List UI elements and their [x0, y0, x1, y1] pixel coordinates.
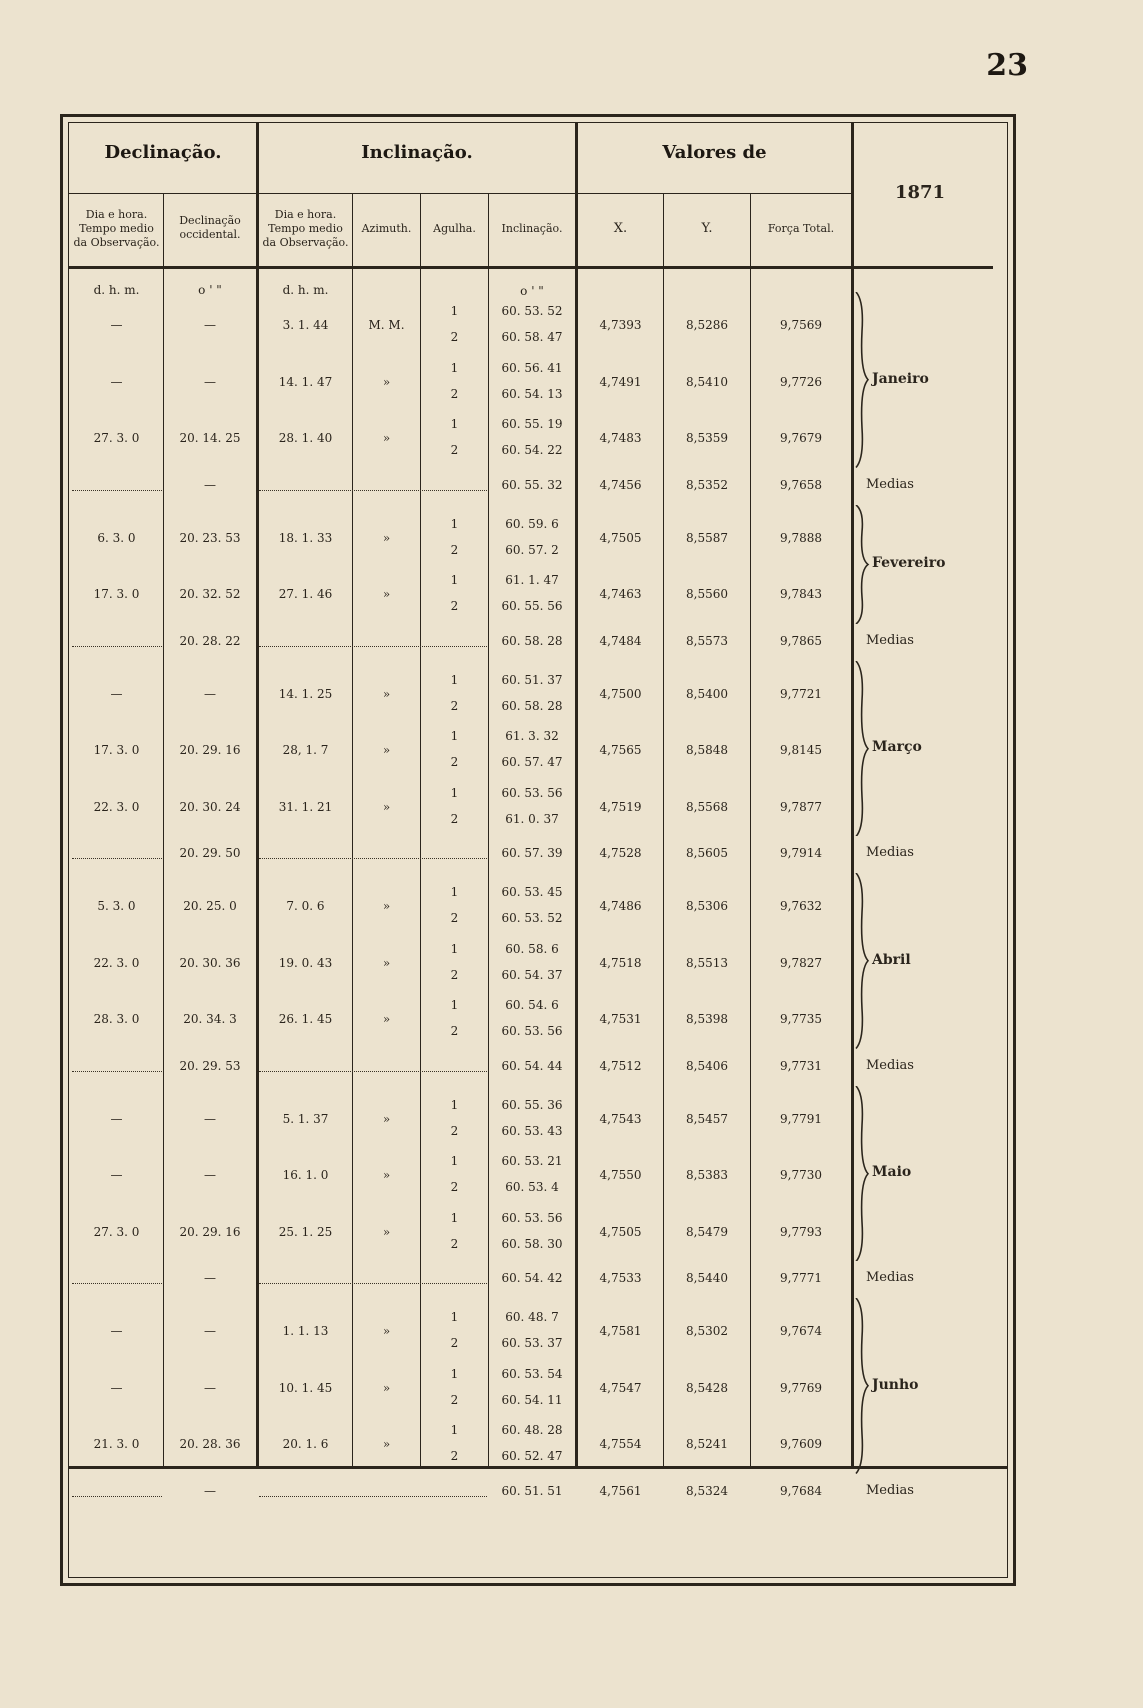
needle-cell: 1: [450, 1097, 459, 1112]
mean-total-force: 9,7865: [780, 633, 822, 648]
mean-x: 4,7512: [599, 1058, 642, 1073]
needle-cell: 1: [450, 1423, 459, 1437]
needle-cell: 1: [450, 785, 459, 800]
decl-time-cell: 5. 3. 0: [97, 899, 136, 913]
dotted-leader: [259, 1496, 487, 1497]
incl-time-cell: 20. 1. 6: [282, 1437, 329, 1451]
incl-time-cell: 5. 1. 37: [282, 1111, 329, 1126]
mean-x: 4,7533: [599, 1271, 642, 1285]
inclination-cell: 60. 58. 47: [501, 330, 563, 344]
decl-value-cell: 20. 34. 3: [183, 1012, 237, 1026]
decl-value-cell: —: [204, 686, 216, 701]
total-force-cell: 9,7721: [780, 686, 822, 701]
needle-cell: 2: [450, 443, 459, 457]
x-value-cell: 4,7500: [599, 686, 642, 701]
month-label: Junho: [872, 1376, 919, 1393]
dotted-leader: [72, 1283, 162, 1284]
needle-cell: 2: [450, 330, 459, 344]
needle-cell: 2: [450, 1392, 459, 1407]
azimuth-cell: »: [382, 587, 391, 601]
y-value-cell: 8,5383: [686, 1168, 728, 1182]
y-value-cell: 8,5457: [686, 1111, 728, 1126]
x-value-cell: 4,7518: [599, 955, 642, 970]
incl-time-cell: 1. 1. 13: [282, 1324, 329, 1338]
medias-label: Medias: [866, 632, 914, 648]
mean-inclination: 60. 55. 32: [501, 477, 563, 492]
needle-cell: 1: [450, 1366, 459, 1381]
azimuth-cell: »: [382, 1224, 391, 1239]
col-head-incl-time: [259, 208, 352, 250]
dotted-leader: [259, 1071, 487, 1072]
units-inclinacao: o ' ": [520, 284, 544, 298]
inclination-cell: 61. 3. 32: [505, 729, 559, 743]
needle-cell: 1: [450, 1310, 459, 1324]
mean-decl-value: —: [204, 1271, 216, 1285]
mean-y: 8,5352: [686, 477, 728, 492]
x-value-cell: 4,7581: [599, 1324, 642, 1338]
incl-time-cell: 10. 1. 45: [278, 1380, 333, 1395]
month-label: Maio: [872, 1164, 912, 1181]
decl-time-cell: —: [110, 686, 123, 701]
dotted-leader: [72, 646, 162, 647]
inclination-cell: 60. 53. 37: [501, 1336, 563, 1350]
col-line: [420, 193, 421, 1466]
decl-value-cell: 20. 28. 36: [179, 1437, 241, 1451]
needle-cell: 1: [450, 417, 459, 431]
inclination-cell: 60. 54. 13: [501, 386, 563, 401]
total-force-cell: 9,7791: [780, 1111, 822, 1126]
inclination-cell: 60. 53. 54: [501, 1366, 563, 1381]
decl-time-cell: 28. 3. 0: [93, 1012, 140, 1026]
decl-time-cell: —: [110, 1168, 123, 1182]
needle-cell: 1: [450, 1154, 459, 1168]
col-head-agulha: Agulha.: [433, 222, 476, 235]
decl-value-cell: 20. 30. 36: [179, 955, 241, 970]
inclination-cell: 60. 55. 56: [501, 599, 563, 613]
mean-y: 8,5406: [686, 1058, 728, 1073]
azimuth-cell: »: [382, 1437, 391, 1451]
needle-cell: 2: [450, 698, 459, 713]
incl-time-cell: 27. 1. 46: [278, 587, 333, 601]
col-head-text: Dia e hora. Tempo medio da Observação.: [73, 208, 160, 249]
y-value-cell: 8,5306: [686, 899, 728, 913]
mean-x: 4,7484: [599, 633, 642, 648]
azimuth-cell: M. M.: [368, 318, 405, 332]
needle-cell: 1: [450, 360, 459, 375]
decl-value-cell: 20. 30. 24: [179, 799, 241, 814]
group-declinacao: Declinação.: [104, 142, 222, 163]
decl-time-cell: 27. 3. 0: [93, 431, 140, 445]
incl-time-cell: 28, 1. 7: [282, 743, 329, 757]
needle-cell: 2: [450, 1336, 459, 1350]
dotted-leader: [72, 490, 162, 491]
incl-time-cell: 18. 1. 33: [278, 530, 333, 545]
inclination-cell: 60. 58. 28: [501, 698, 563, 713]
medias-label: Medias: [866, 1270, 914, 1285]
inclination-cell: 60. 53. 45: [501, 885, 563, 899]
needle-cell: 2: [450, 542, 459, 557]
total-force-cell: 9,7726: [780, 374, 822, 389]
mean-decl-value: —: [204, 477, 216, 492]
decl-value-cell: 20. 32. 52: [179, 587, 241, 601]
needle-cell: 1: [450, 998, 459, 1012]
decl-time-cell: 27. 3. 0: [93, 1224, 140, 1239]
col-head-text: Dia e hora. Tempo medio da Observação.: [262, 208, 349, 249]
needle-cell: 2: [450, 911, 459, 925]
mean-inclination: 60. 58. 28: [501, 633, 563, 648]
inclination-cell: 60. 58. 30: [501, 1236, 563, 1251]
decl-time-cell: —: [110, 374, 123, 389]
month-brace: [854, 505, 872, 624]
mean-y: 8,5573: [686, 633, 728, 648]
col-head-forca: Força Total.: [767, 222, 835, 235]
decl-time-cell: 17. 3. 0: [93, 743, 140, 757]
mean-inclination: 60. 57. 39: [501, 846, 563, 860]
total-force-cell: 9,7632: [780, 899, 822, 913]
incl-time-cell: 26. 1. 45: [278, 1012, 333, 1026]
mean-x: 4,7456: [599, 477, 642, 492]
dotted-leader: [72, 858, 162, 859]
inclination-cell: 60. 53. 52: [501, 304, 563, 318]
medias-label: Medias: [866, 845, 914, 860]
mean-total-force: 9,7658: [780, 477, 822, 492]
azimuth-cell: »: [382, 899, 391, 913]
inclination-cell: 60. 54. 22: [501, 443, 563, 457]
year: 1871: [894, 182, 946, 203]
needle-cell: 2: [450, 811, 459, 826]
needle-cell: 2: [450, 967, 459, 982]
mean-y: 8,5440: [686, 1271, 728, 1285]
azimuth-cell: »: [382, 431, 391, 445]
decl-time-cell: —: [110, 1324, 123, 1338]
decl-value-cell: 20. 29. 16: [179, 743, 241, 757]
mean-x: 4,7528: [599, 846, 642, 860]
needle-cell: 1: [450, 729, 459, 743]
mean-decl-value: 20. 29. 50: [179, 846, 241, 860]
needle-cell: 2: [450, 599, 459, 613]
inclination-cell: 60. 54. 11: [501, 1392, 563, 1407]
x-value-cell: 4,7565: [599, 743, 642, 757]
total-force-cell: 9,7827: [780, 955, 822, 970]
decl-time-cell: 17. 3. 0: [93, 587, 140, 601]
x-value-cell: 4,7483: [599, 431, 642, 445]
inclination-cell: 60. 53. 4: [505, 1180, 559, 1194]
decl-time-cell: 22. 3. 0: [93, 799, 140, 814]
y-value-cell: 8,5848: [686, 743, 728, 757]
dotted-leader: [259, 646, 487, 647]
incl-time-cell: 19. 0. 43: [278, 955, 333, 970]
units-decl-time: d. h. m.: [93, 283, 140, 297]
month-label: Fevereiro: [872, 555, 946, 571]
col-head-azimuth: Azimuth.: [361, 222, 412, 235]
decl-time-cell: —: [110, 1111, 123, 1126]
medias-label: Medias: [866, 1057, 914, 1073]
decl-value-cell: 20. 25. 0: [183, 899, 237, 913]
y-value-cell: 8,5428: [686, 1380, 728, 1395]
total-force-cell: 9,7735: [780, 1012, 822, 1026]
needle-cell: 1: [450, 304, 459, 318]
needle-cell: 2: [450, 1024, 459, 1038]
month-brace: [854, 661, 872, 837]
total-force-cell: 9,7877: [780, 799, 822, 814]
x-value-cell: 4,7531: [599, 1012, 642, 1026]
total-force-cell: 9,7769: [780, 1380, 822, 1395]
month-label: Abril: [872, 951, 911, 968]
month-label: Janeiro: [872, 370, 929, 387]
col-head-x: X.: [613, 221, 628, 236]
month-brace: [854, 1298, 872, 1474]
col-head-inclinacao: Inclinação.: [501, 222, 563, 235]
decl-value-cell: —: [204, 1168, 216, 1182]
inclination-cell: 60. 53. 52: [501, 911, 563, 925]
dotted-leader: [259, 1283, 487, 1284]
decl-time-cell: 21. 3. 0: [93, 1437, 140, 1451]
needle-cell: 2: [450, 1449, 459, 1463]
x-value-cell: 4,7463: [599, 587, 642, 601]
total-force-cell: 9,7609: [780, 1437, 822, 1451]
mean-total-force: 9,7684: [780, 1483, 822, 1498]
medias-label: Medias: [866, 1482, 914, 1498]
header-bottom-rule: [68, 266, 993, 269]
inclination-cell: 60. 53. 56: [501, 1024, 563, 1038]
y-value-cell: 8,5286: [686, 318, 728, 332]
decl-time-cell: —: [110, 1380, 123, 1395]
decl-value-cell: 20. 23. 53: [179, 530, 241, 545]
mean-y: 8,5324: [686, 1483, 728, 1498]
mean-y: 8,5605: [686, 846, 728, 860]
x-value-cell: 4,7550: [599, 1168, 642, 1182]
month-label: Março: [872, 739, 922, 756]
x-value-cell: 4,7554: [599, 1437, 642, 1451]
inclination-cell: 61. 0. 37: [505, 811, 559, 826]
x-value-cell: 4,7505: [599, 1224, 642, 1239]
x-value-cell: 4,7519: [599, 799, 642, 814]
azimuth-cell: »: [382, 1111, 391, 1126]
incl-time-cell: 14. 1. 25: [278, 686, 333, 701]
mean-decl-value: —: [204, 1483, 216, 1498]
x-value-cell: 4,7486: [599, 899, 642, 913]
needle-cell: 1: [450, 516, 459, 531]
total-force-cell: 9,8145: [780, 743, 822, 757]
decl-value-cell: —: [204, 318, 216, 332]
total-force-cell: 9,7569: [780, 318, 822, 332]
x-value-cell: 4,7393: [599, 318, 642, 332]
y-value-cell: 8,5398: [686, 1012, 728, 1026]
needle-cell: 1: [450, 672, 459, 687]
month-brace: [854, 1086, 872, 1262]
dotted-leader: [72, 1071, 162, 1072]
x-value-cell: 4,7547: [599, 1380, 642, 1395]
mean-total-force: 9,7731: [780, 1058, 822, 1073]
decl-time-cell: 22. 3. 0: [93, 955, 140, 970]
incl-time-cell: 28. 1. 40: [278, 431, 333, 445]
inclination-cell: 60. 48. 28: [501, 1423, 563, 1437]
y-value-cell: 8,5587: [686, 530, 728, 545]
needle-cell: 1: [450, 885, 459, 899]
inclination-cell: 60. 56. 41: [501, 360, 563, 375]
mean-total-force: 9,7914: [780, 846, 822, 860]
col-head-decl-value: [164, 214, 256, 242]
total-force-cell: 9,7843: [780, 587, 822, 601]
azimuth-cell: »: [382, 530, 391, 545]
dotted-leader: [259, 858, 487, 859]
inclination-cell: 60. 51. 37: [501, 672, 563, 687]
decl-value-cell: 20. 29. 16: [179, 1224, 241, 1239]
total-force-cell: 9,7679: [780, 431, 822, 445]
inclination-cell: 60. 48. 7: [505, 1310, 559, 1324]
inclination-cell: 60. 52. 47: [501, 1449, 563, 1463]
needle-cell: 2: [450, 1236, 459, 1251]
azimuth-cell: »: [382, 374, 391, 389]
inclination-cell: 61. 1. 47: [505, 573, 559, 587]
y-value-cell: 8,5568: [686, 799, 728, 814]
decl-time-cell: 6. 3. 0: [97, 530, 136, 545]
x-value-cell: 4,7543: [599, 1111, 642, 1126]
decl-value-cell: —: [204, 374, 216, 389]
needle-cell: 2: [450, 755, 459, 769]
y-value-cell: 8,5241: [686, 1437, 728, 1451]
decl-value-cell: —: [204, 1380, 216, 1395]
total-force-cell: 9,7730: [780, 1168, 822, 1182]
page-number: 23: [986, 48, 1028, 83]
col-head-text: Declinação occidental.: [179, 214, 241, 241]
y-value-cell: 8,5400: [686, 686, 728, 701]
azimuth-cell: »: [382, 1324, 391, 1338]
decl-value-cell: —: [204, 1324, 216, 1338]
azimuth-cell: »: [382, 1168, 391, 1182]
incl-time-cell: 3. 1. 44: [282, 318, 329, 332]
inclination-cell: 60. 53. 21: [501, 1154, 563, 1168]
decl-value-cell: —: [204, 1111, 216, 1126]
mean-inclination: 60. 51. 51: [501, 1483, 563, 1498]
needle-cell: 2: [450, 1123, 459, 1138]
month-brace: [854, 873, 872, 1049]
mean-decl-value: 20. 29. 53: [179, 1058, 241, 1073]
needle-cell: 1: [450, 941, 459, 956]
y-value-cell: 8,5302: [686, 1324, 728, 1338]
inclination-cell: 60. 55. 19: [501, 417, 563, 431]
azimuth-cell: »: [382, 743, 391, 757]
mean-inclination: 60. 54. 44: [501, 1058, 563, 1073]
mean-total-force: 9,7771: [780, 1271, 822, 1285]
needle-cell: 2: [450, 386, 459, 401]
x-value-cell: 4,7491: [599, 374, 642, 389]
azimuth-cell: »: [382, 686, 391, 701]
incl-time-cell: 31. 1. 21: [278, 799, 333, 814]
y-value-cell: 8,5513: [686, 955, 728, 970]
x-value-cell: 4,7505: [599, 530, 642, 545]
total-force-cell: 9,7888: [780, 530, 822, 545]
group-valores: Valores de: [662, 142, 767, 163]
inclination-cell: 60. 54. 6: [505, 998, 559, 1012]
azimuth-cell: »: [382, 1012, 391, 1026]
inclination-cell: 60. 57. 2: [505, 542, 559, 557]
azimuth-cell: »: [382, 1380, 391, 1395]
mean-inclination: 60. 54. 42: [501, 1271, 563, 1285]
decl-value-cell: 20. 14. 25: [179, 431, 241, 445]
needle-cell: 1: [450, 1210, 459, 1225]
inclination-cell: 60. 53. 43: [501, 1123, 563, 1138]
needle-cell: 1: [450, 573, 459, 587]
total-force-cell: 9,7793: [780, 1224, 822, 1239]
y-value-cell: 8,5560: [686, 587, 728, 601]
inclination-cell: 60. 53. 56: [501, 1210, 563, 1225]
azimuth-cell: »: [382, 799, 391, 814]
inclination-cell: 60. 58. 6: [505, 941, 559, 956]
inclination-cell: 60. 57. 47: [501, 755, 563, 769]
dotted-leader: [259, 490, 487, 491]
total-force-cell: 9,7674: [780, 1324, 822, 1338]
col-head-decl-time: [70, 208, 163, 250]
y-value-cell: 8,5359: [686, 431, 728, 445]
units-incl-time: d. h. m.: [282, 283, 329, 297]
units-decl-value: o ' ": [198, 283, 222, 297]
inclination-cell: 60. 55. 36: [501, 1097, 563, 1112]
header-divider: [68, 193, 852, 194]
y-value-cell: 8,5410: [686, 374, 728, 389]
inclination-cell: 60. 54. 37: [501, 967, 563, 982]
dotted-leader: [72, 1496, 162, 1497]
month-brace: [854, 292, 872, 468]
incl-time-cell: 14. 1. 47: [278, 374, 333, 389]
col-head-y: Y.: [701, 221, 713, 236]
incl-time-cell: 7. 0. 6: [286, 899, 325, 913]
azimuth-cell: »: [382, 955, 391, 970]
group-inclinacao: Inclinação.: [361, 142, 473, 163]
mean-x: 4,7561: [599, 1483, 642, 1498]
decl-time-cell: —: [110, 318, 123, 332]
medias-label: Medias: [866, 476, 914, 492]
mean-decl-value: 20. 28. 22: [179, 633, 241, 648]
inclination-cell: 60. 53. 56: [501, 785, 563, 800]
needle-cell: 2: [450, 1180, 459, 1194]
inclination-cell: 60. 59. 6: [505, 516, 559, 531]
incl-time-cell: 16. 1. 0: [282, 1168, 329, 1182]
incl-time-cell: 25. 1. 25: [278, 1224, 333, 1239]
y-value-cell: 8,5479: [686, 1224, 728, 1239]
